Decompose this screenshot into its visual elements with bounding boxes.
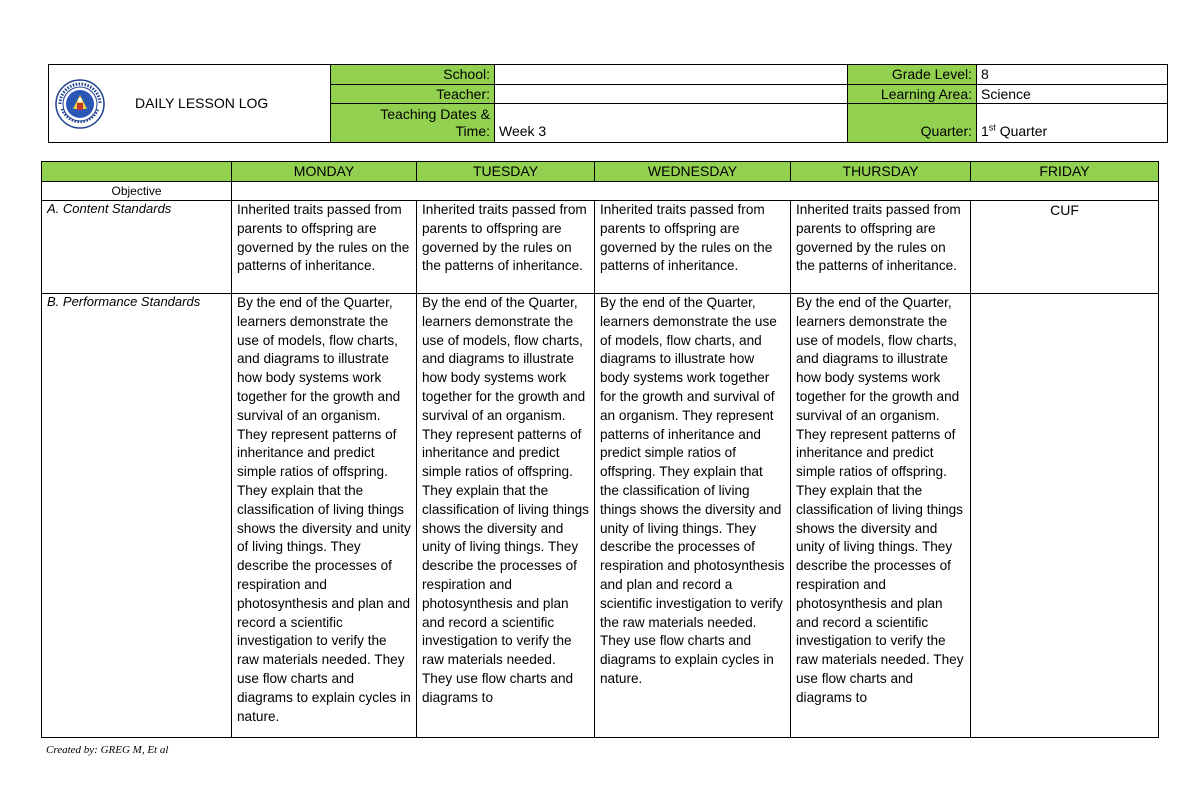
- content-standards-wednesday[interactable]: Inherited traits passed from parents to offspring are governed by the rules on the patterns of inheritance.: [595, 201, 791, 294]
- content-standards-monday[interactable]: Inherited traits passed from parents to offspring are governed by the rules on the patterns of inheritance.: [232, 201, 417, 294]
- performance-standards-thursday[interactable]: By the end of the Quarter, learners demonstrate the use of models, flow charts, and diagrams to illustrate how body systems work together for the growth and survival of an organism. They represent patterns of inheritance and predict simple ratios of offspring. They explain that the classification of living things shows the diversity and unity of living things. They describe the processes of respiration and photosynthesis and plan and record a scientific investigation to verify the raw materials needed. They use flow charts and diagrams to: [791, 294, 971, 738]
- day-header-wednesday: WEDNESDAY: [595, 162, 791, 182]
- content-standards-friday[interactable]: CUF: [971, 201, 1159, 294]
- day-header-tuesday: TUESDAY: [417, 162, 595, 182]
- quarter-field[interactable]: [977, 104, 1168, 143]
- performance-standards-wednesday[interactable]: By the end of the Quarter, learners demonstrate the use of models, flow charts, and diagrams to illustrate how body systems work together for the growth and survival of an organism. They represent patterns of inheritance and predict simple ratios of offspring. They explain that the classification of living things shows the diversity and unity of living things. They describe the processes of respiration and photosynthesis and plan and record a scientific investigation to verify the raw materials needed. They use flow charts and diagrams to explain cycles in nature.: [595, 294, 791, 738]
- content-standards-label: A. Content Standards: [42, 201, 232, 294]
- teaching-dates-label-line2: Time:: [455, 123, 490, 139]
- learning-area-label: Learning Area:: [848, 85, 977, 104]
- day-header-monday: MONDAY: [232, 162, 417, 182]
- objective-row-field[interactable]: [232, 182, 1159, 201]
- created-by-footer: Created by: GREG M, Et al: [46, 744, 169, 756]
- document-title: DAILY LESSON LOG: [135, 95, 269, 111]
- quarter-label: Quarter:: [848, 104, 977, 143]
- grade-level-field[interactable]: 8: [977, 65, 1168, 85]
- teacher-field[interactable]: [495, 85, 848, 104]
- performance-standards-tuesday[interactable]: By the end of the Quarter, learners demonstrate the use of models, flow charts, and diagrams to illustrate how body systems work together for the growth and survival of an organism. They represent patterns of inheritance and predict simple ratios of offspring. They explain that the classification of living things shows the diversity and unity of living things. They describe the processes of respiration and photosynthesis and plan and record a scientific investigation to verify the raw materials needed. They use flow charts and diagrams to: [417, 294, 595, 738]
- performance-standards-label: B. Performance Standards: [42, 294, 232, 738]
- teaching-dates-label-line1: Teaching Dates &: [380, 106, 490, 122]
- quarter-number: 1: [981, 123, 989, 139]
- deped-seal-icon: [55, 79, 105, 129]
- objective-label: Objective: [42, 182, 232, 201]
- learning-area-field[interactable]: Science: [977, 85, 1168, 104]
- school-field[interactable]: [495, 65, 848, 85]
- day-header-thursday: THURSDAY: [791, 162, 971, 182]
- grade-level-label: Grade Level:: [848, 65, 977, 85]
- teaching-dates-label: [331, 104, 495, 143]
- teacher-label: Teacher:: [331, 85, 495, 104]
- corner-header: [42, 162, 232, 182]
- quarter-suffix: st: [988, 122, 996, 133]
- content-standards-thursday[interactable]: Inherited traits passed from parents to offspring are governed by the rules on the patterns of inheritance.: [791, 201, 971, 294]
- performance-standards-monday[interactable]: By the end of the Quarter, learners demonstrate the use of models, flow charts, and diagrams to illustrate how body systems work together for the growth and survival of an organism. They represent patterns of inheritance and predict simple ratios of offspring. They explain that the classification of living things shows the diversity and unity of living things. They describe the processes of respiration and photosynthesis and plan and record a scientific investigation to verify the raw materials needed. They use flow charts and diagrams to explain cycles in nature.: [232, 294, 417, 738]
- logo-title-cell: [49, 65, 331, 143]
- content-standards-tuesday[interactable]: Inherited traits passed from parents to offspring are governed by the rules on the patterns of inheritance.: [417, 201, 595, 294]
- school-label: School:: [331, 65, 495, 85]
- performance-standards-friday[interactable]: [971, 294, 1159, 738]
- lesson-table: [41, 161, 1159, 738]
- header-table: [48, 64, 1168, 143]
- teaching-dates-field[interactable]: Week 3: [495, 104, 848, 143]
- quarter-text: Quarter: [995, 123, 1048, 139]
- day-header-friday: FRIDAY: [971, 162, 1159, 182]
